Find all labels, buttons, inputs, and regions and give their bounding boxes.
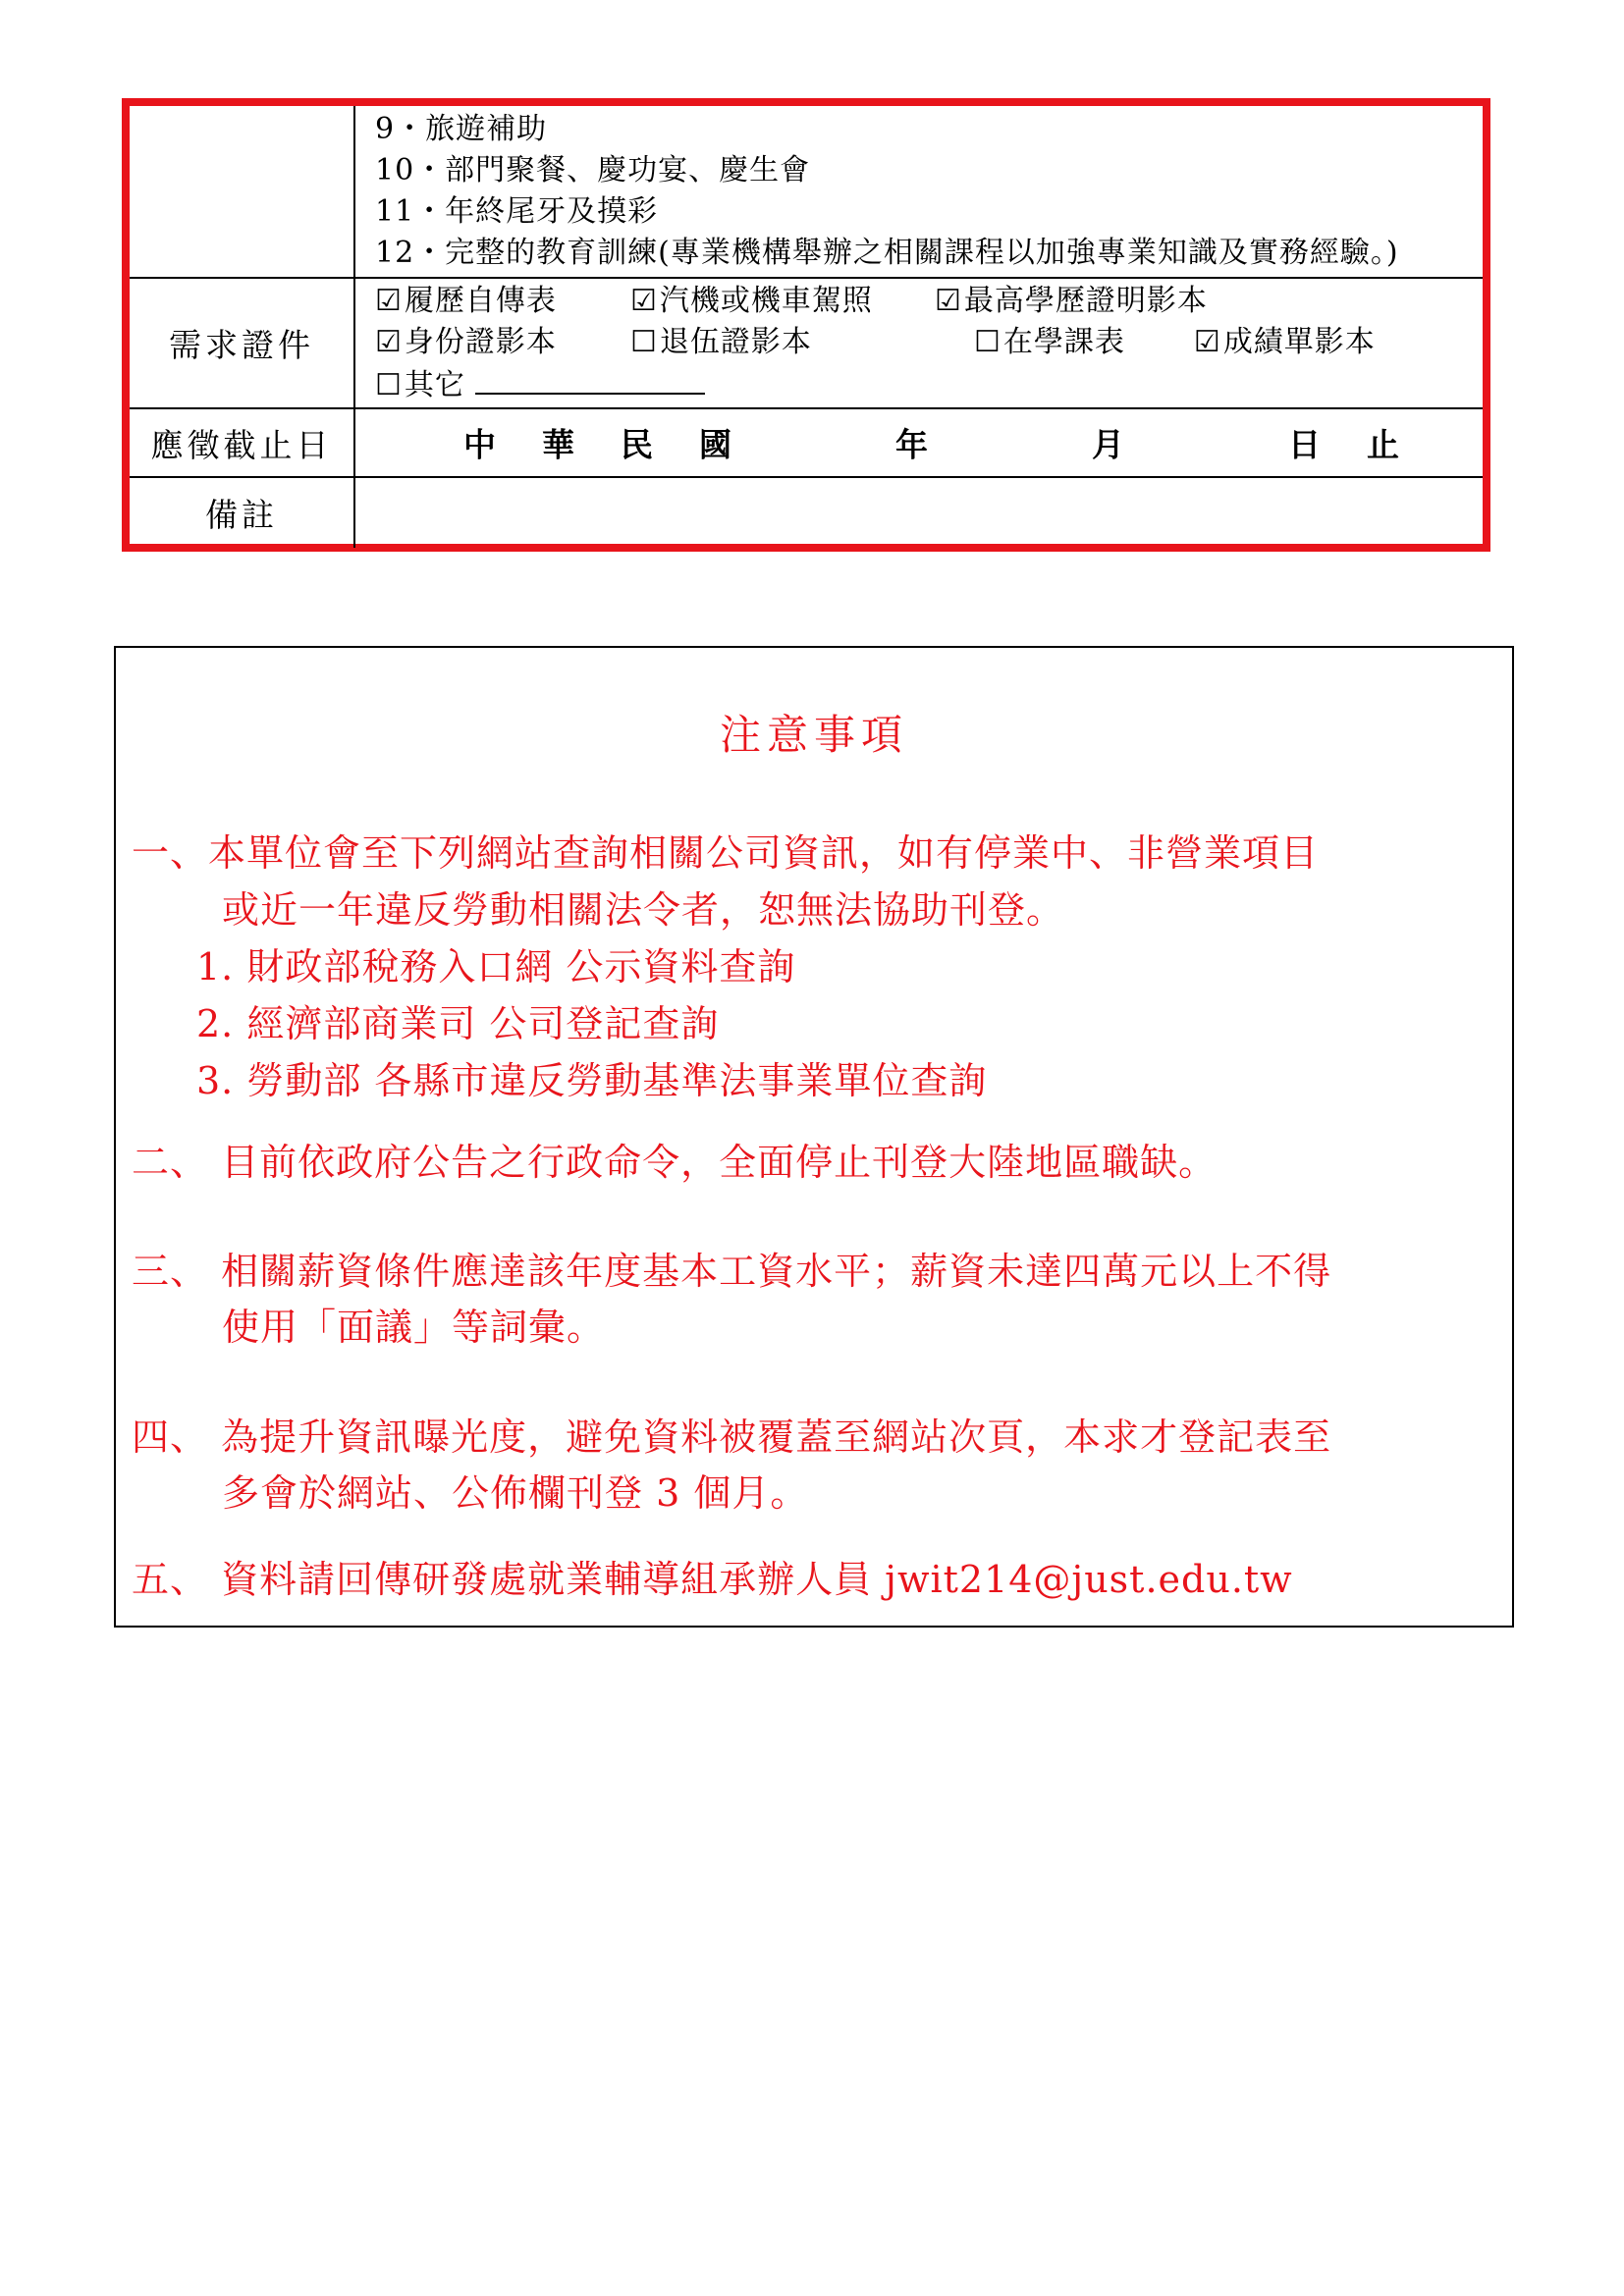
deadline-year: 年 (895, 425, 928, 464)
checkbox-empty-icon: ☐ (375, 367, 403, 402)
remarks-value[interactable] (354, 477, 1483, 548)
notice-item-4-line-1: 四、 為提升資訊曝光度，避免資料被覆蓋至網站次頁，本求才登記表至 (132, 1415, 1332, 1459)
documents-list (354, 278, 1483, 408)
benefits-row (130, 106, 1483, 278)
notice-subitem-1: 1. 財政部稅務入口網 公示資料查詢 (196, 945, 796, 988)
deadline-char: 華 (542, 425, 574, 464)
deadline-char: 止 (1367, 425, 1399, 464)
deadline-day: 日 (1288, 425, 1321, 464)
other-blank-field[interactable] (475, 363, 705, 395)
document-checkbox-other[interactable]: ☐其它 (375, 363, 630, 406)
notice-item-1-line-1: 一、本單位會至下列網站查詢相關公司資訊，如有停業中、非營業項目 (132, 831, 1320, 875)
notice-item-2: 二、 目前依政府公告之行政命令，全面停止刊登大陸地區職缺。 (132, 1141, 1218, 1184)
notice-item-3-line-1: 三、 相關薪資條件應達該年度基本工資水平；薪資未達四萬元以上不得 (132, 1250, 1332, 1293)
deadline-month: 月 (1092, 425, 1124, 464)
notice-item-5: 五、 資料請回傳研發處就業輔導組承辦人員 jwit214@just.edu.tw (132, 1558, 1293, 1601)
remarks-row (130, 477, 1483, 548)
document-checkbox-schedule[interactable]: ☐在學課表 (974, 324, 1125, 359)
notice-item-1-line-2: 或近一年違反勞動相關法令者，恕無法協助刊登。 (222, 888, 1065, 932)
notice-item-3-line-2: 使用「面議」等詞彙。 (222, 1306, 606, 1349)
checkbox-checked-icon: ☑ (375, 283, 403, 318)
checkbox-empty-icon: ☐ (974, 324, 1001, 359)
document-checkbox-id[interactable]: ☑身份證影本 (375, 324, 557, 359)
document-checkbox-discharge[interactable]: ☐退伍證影本 (630, 324, 812, 359)
deadline-char: 國 (699, 425, 731, 464)
checkbox-checked-icon: ☑ (935, 283, 962, 318)
notice-box (114, 646, 1514, 1628)
benefit-item: 10・部門聚餐、慶功宴、慶生會 (375, 153, 811, 187)
checkbox-empty-icon: ☐ (630, 324, 658, 359)
document-checkbox-license[interactable]: ☑汽機或機車駕照 (630, 283, 873, 318)
document-pair (935, 322, 1376, 363)
deadline-char: 中 (463, 425, 496, 464)
documents-label: 需求證件 (130, 278, 354, 408)
deadline-row (130, 408, 1483, 477)
benefit-item: 12・完整的教育訓練(專業機構舉辦之相關課程以加強專業知識及實務經驗。) (375, 236, 1399, 270)
notice-subitem-3: 3. 勞動部 各縣市違反勞動基準法事業單位查詢 (196, 1059, 988, 1102)
checkbox-checked-icon: ☑ (630, 283, 658, 318)
remarks-label: 備註 (130, 477, 354, 548)
job-form-table (122, 98, 1490, 552)
notice-item-4-line-2: 多會於網站、公佈欄刊登 3 個月。 (222, 1471, 809, 1515)
deadline-char: 民 (621, 425, 653, 464)
benefits-list (354, 106, 1483, 278)
benefit-item: 11・年終尾牙及摸彩 (375, 194, 659, 229)
benefits-label-cell (130, 106, 354, 278)
deadline-value[interactable] (354, 408, 1483, 477)
checkbox-checked-icon: ☑ (1193, 324, 1221, 359)
checkbox-checked-icon: ☑ (375, 324, 403, 359)
notice-title: 注意事項 (719, 711, 908, 759)
notice-subitem-2: 2. 經濟部商業司 公司登記查詢 (196, 1002, 720, 1045)
document-checkbox-transcript[interactable]: ☑成績單影本 (1193, 324, 1376, 359)
documents-row (130, 278, 1483, 408)
deadline-label: 應徵截止日 (130, 408, 354, 477)
document-checkbox-resume[interactable]: ☑履歷自傳表 (375, 283, 557, 318)
document-checkbox-diploma[interactable]: ☑最高學歷證明影本 (935, 283, 1208, 318)
benefit-item: 9・旅遊補助 (375, 112, 548, 146)
